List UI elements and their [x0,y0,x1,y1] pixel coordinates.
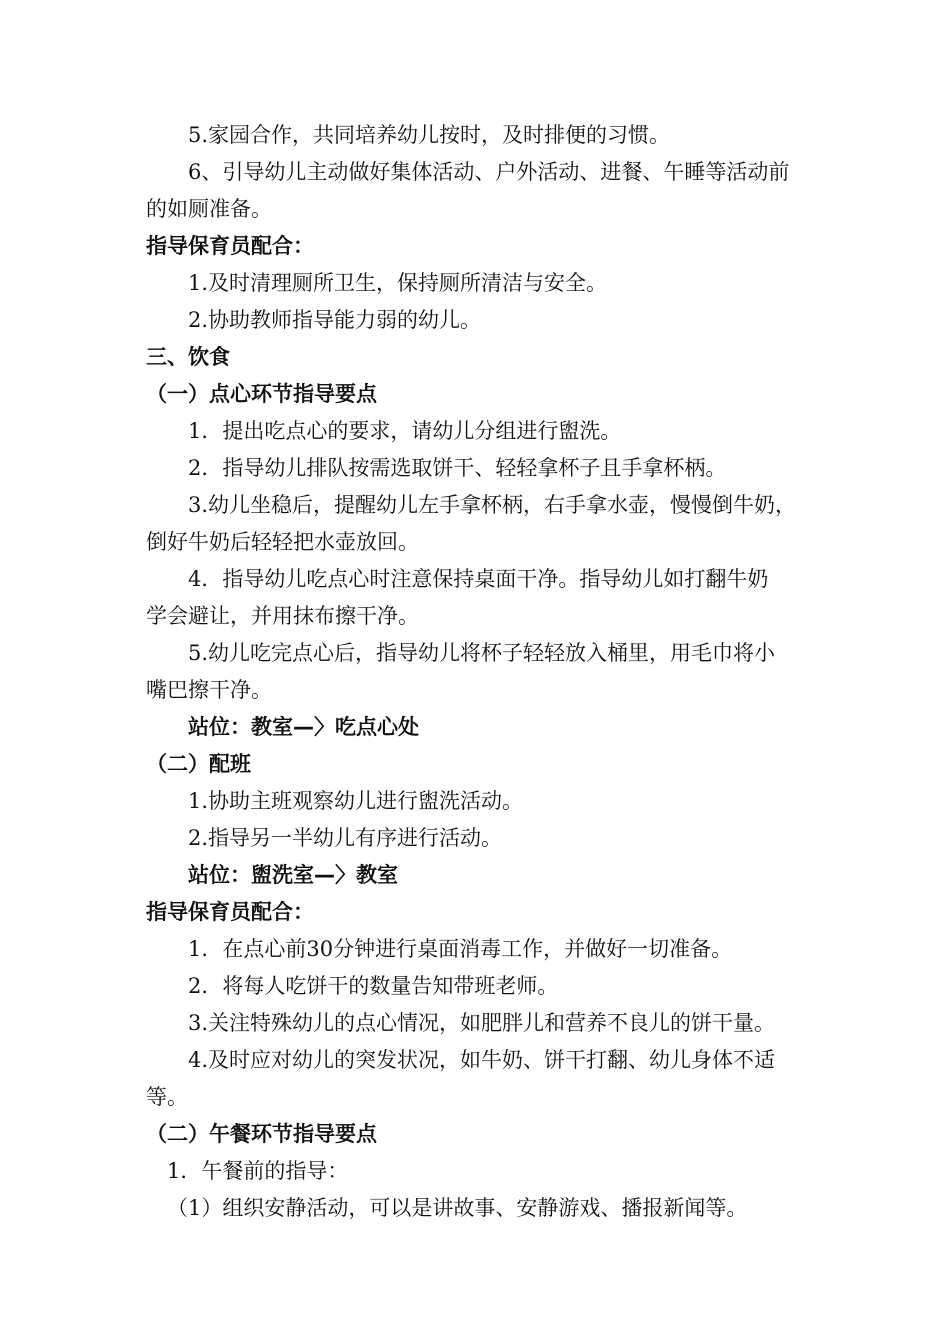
paragraph-line: 5.幼儿吃完点心后，指导幼儿将杯子轻轻放入桶里，用毛巾将小 [188,641,776,665]
paragraph-line: 3.关注特殊幼儿的点心情况，如肥胖儿和营养不良儿的饼干量。 [188,1011,776,1035]
paragraph-line: 倒好牛奶后轻轻把水壶放回。 [146,530,419,554]
section-heading: 指导保育员配合： [146,234,314,258]
paragraph-line: 1．午餐前的指导： [167,1159,349,1183]
paragraph-line: 2．指导幼儿排队按需选取饼干、轻轻拿杯子且手拿杯柄。 [188,456,727,480]
subsection-heading: （二）午餐环节指导要点 [146,1122,377,1146]
paragraph-line: 学会避让，并用抹布擦干净。 [146,604,419,628]
paragraph-line: 2．将每人吃饼干的数量告知带班老师。 [188,974,559,998]
paragraph-line: 1．提出吃点心的要求，请幼儿分组进行盥洗。 [188,419,622,443]
section-heading: 三、饮食 [146,345,230,369]
position-note: 站位：教室—〉吃点心处 [188,715,419,739]
paragraph-line: （1）组织安静活动，可以是讲故事、安静游戏、播报新闻等。 [167,1196,748,1220]
paragraph-line: 1.协助主班观察幼儿进行盥洗活动。 [188,789,524,813]
paragraph-line: 3.幼儿坐稳后，提醒幼儿左手拿杯柄，右手拿水壶，慢慢倒牛奶， [188,493,797,517]
section-heading: 指导保育员配合： [146,900,314,924]
paragraph-line: 4．指导幼儿吃点心时注意保持桌面干净。指导幼儿如打翻牛奶 [188,567,769,591]
paragraph-line: 6、引导幼儿主动做好集体活动、户外活动、进餐、午睡等活动前 [188,160,790,184]
position-note: 站位：盥洗室—〉教室 [188,863,398,887]
paragraph-line: 4.及时应对幼儿的突发状况，如牛奶、饼干打翻、幼儿身体不适 [188,1048,776,1072]
subsection-heading: （二）配班 [146,752,251,776]
paragraph-line: 2.指导另一半幼儿有序进行活动。 [188,826,503,850]
paragraph-line: 5.家园合作，共同培养幼儿按时，及时排便的习惯。 [188,123,671,147]
paragraph-line: 等。 [146,1085,188,1109]
paragraph-line: 的如厕准备。 [146,197,272,221]
paragraph-line: 2.协助教师指导能力弱的幼儿。 [188,308,482,332]
paragraph-line: 1.及时清理厕所卫生，保持厕所清洁与安全。 [188,271,608,295]
paragraph-line: 嘴巴擦干净。 [146,678,272,702]
paragraph-line: 1．在点心前30分钟进行桌面消毒工作，并做好一切准备。 [188,937,733,961]
subsection-heading: （一）点心环节指导要点 [146,382,377,406]
